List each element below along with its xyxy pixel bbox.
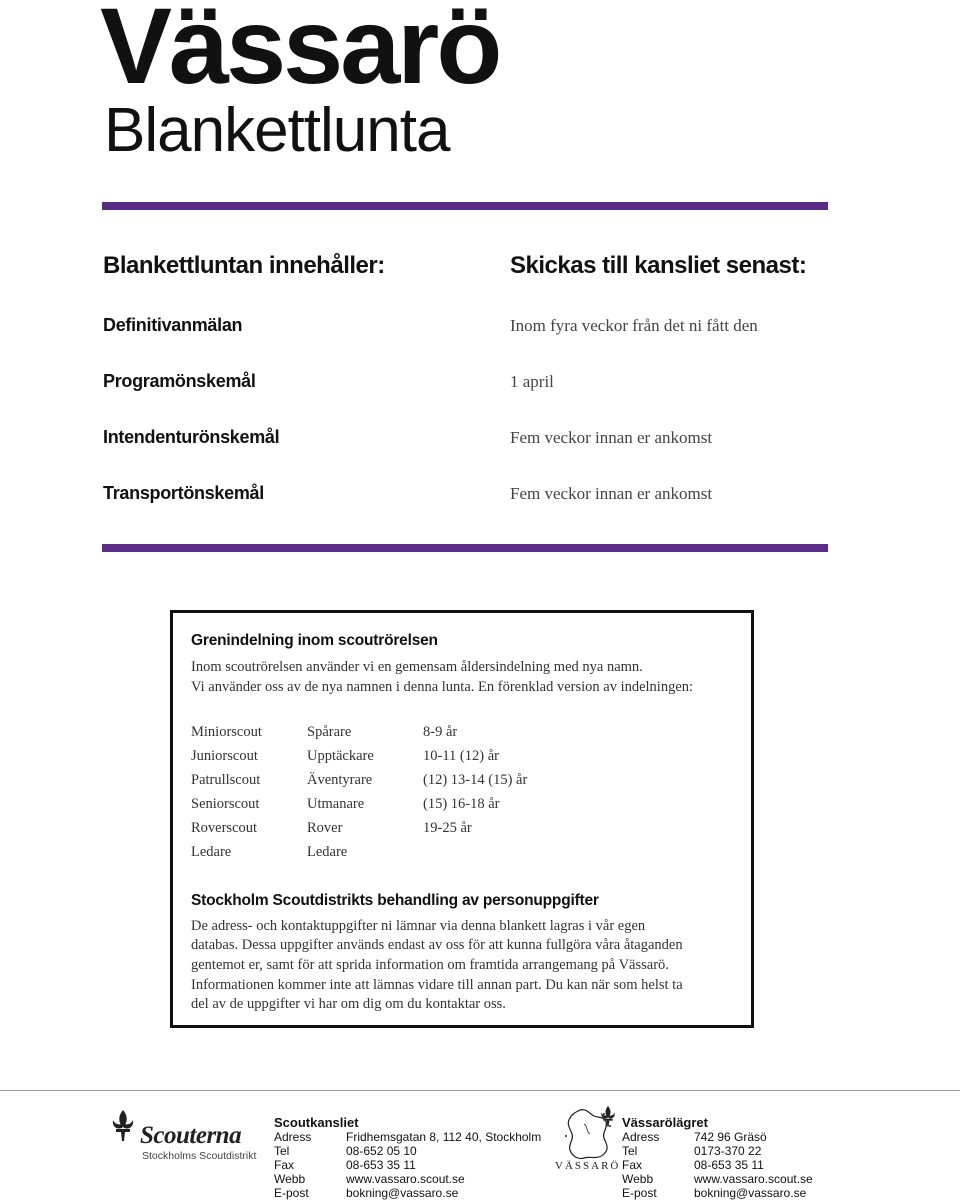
contact-label: E-post (274, 1186, 309, 1200)
deadlines-heading: Skickas till kansliet senast: (510, 252, 807, 279)
age-new-name: Rover (307, 820, 343, 836)
contents-item: Definitivanmälan (103, 315, 243, 335)
privacy-text-line: Informationen kommer inte att lämnas vidare till annan part. Du kan när som helst ta (191, 977, 683, 993)
privacy-heading: Stockholm Scoutdistrikts behandling av personuppgifter (191, 892, 599, 909)
age-groups-heading: Grenindelning inom scoutrörelsen (191, 632, 438, 649)
age-new-name: Spårare (307, 724, 352, 740)
office-heading: Scoutkansliet (274, 1115, 359, 1130)
contact-label: E-post (622, 1186, 657, 1200)
contact-value: bokning@vassaro.se (346, 1186, 459, 1200)
contact-value: Fridhemsgatan 8, 112 40, Stockholm (346, 1130, 542, 1144)
privacy-text-line: del av de uppgifter vi har om dig om du kontaktar oss. (191, 996, 506, 1012)
fleur-de-lis-small-icon (598, 1104, 618, 1128)
contents-item: Programönskemål (103, 371, 256, 391)
age-range: 10-11 (12) år (423, 748, 499, 764)
age-new-name: Ledare (307, 844, 348, 860)
contact-label: Tel (274, 1144, 290, 1158)
contact-label: Fax (622, 1158, 643, 1172)
age-old-name: Miniorscout (191, 724, 262, 740)
top-divider (102, 202, 828, 210)
contents-item: Transportönskemål (103, 483, 264, 503)
privacy-text-line: De adress- och kontaktuppgifter ni lämnar via denna blankett lagras i vår egen (191, 918, 646, 934)
contact-value: 08-652 05 10 (346, 1144, 417, 1158)
privacy-text-line: gentemot er, samt för att sprida information om framtida arrangemang på Vässarö. (191, 957, 669, 973)
contact-value: 08-653 35 11 (694, 1158, 764, 1172)
privacy-text-line: databas. Dessa uppgifter används endast av oss för att kunna fullgöra våra åtaganden (191, 937, 683, 953)
deadline-item: Fem veckor innan er ankomst (510, 484, 713, 503)
age-new-name: Upptäckare (307, 748, 374, 764)
contact-value: www.vassaro.scout.se (346, 1172, 465, 1186)
age-groups-text: Vi använder oss av de nya namnen i denna lunta. En förenklad version av indelningen: (191, 679, 694, 695)
contact-value: 0173-370 22 (694, 1144, 762, 1158)
age-old-name: Roverscout (191, 820, 258, 836)
contact-value: bokning@vassaro.se (694, 1186, 807, 1200)
age-old-name: Ledare (191, 844, 232, 860)
age-range: (12) 13-14 (15) år (423, 772, 528, 788)
age-old-name: Seniorscout (191, 796, 260, 812)
middle-divider (102, 544, 828, 552)
contact-label: Webb (274, 1172, 306, 1186)
page-subtitle: Blankettlunta (104, 96, 450, 165)
scouterna-logo-subtext: Stockholms Scoutdistrikt (142, 1150, 257, 1162)
contact-value: www.vassaro.scout.se (694, 1172, 813, 1186)
age-range: 19-25 år (423, 820, 472, 836)
contact-label: Webb (622, 1172, 654, 1186)
contact-label: Adress (622, 1130, 660, 1144)
age-range: (15) 16-18 år (423, 796, 500, 812)
age-old-name: Patrullscout (191, 772, 261, 788)
contact-label: Adress (274, 1130, 312, 1144)
age-new-name: Utmanare (307, 796, 365, 812)
contact-label: Fax (274, 1158, 295, 1172)
vassaro-logo-text: VÄSSARÖ (555, 1160, 621, 1172)
age-new-name: Äventyrare (307, 772, 373, 788)
page-title: Vässarö (100, 0, 500, 106)
contents-heading: Blankettluntan innehåller: (103, 252, 385, 279)
deadline-item: Inom fyra veckor från det ni fått den (510, 316, 758, 335)
contact-value: 742 96 Gräsö (694, 1130, 767, 1144)
footer-divider (0, 1090, 960, 1091)
deadline-item: Fem veckor innan er ankomst (510, 428, 713, 447)
camp-heading: Vässarölägret (622, 1115, 708, 1130)
age-groups-text: Inom scoutrörelsen använder vi en gemensam åldersindelning med nya namn. (191, 659, 643, 675)
fleur-de-lis-icon (108, 1108, 138, 1142)
age-range: 8-9 år (423, 724, 458, 740)
deadline-item: 1 april (510, 372, 554, 391)
scouterna-logo-text: Scouterna (140, 1122, 242, 1149)
contact-value: 08-653 35 11 (346, 1158, 416, 1172)
age-old-name: Juniorscout (191, 748, 258, 764)
contents-item: Intendenturönskemål (103, 427, 280, 447)
contact-label: Tel (622, 1144, 638, 1158)
